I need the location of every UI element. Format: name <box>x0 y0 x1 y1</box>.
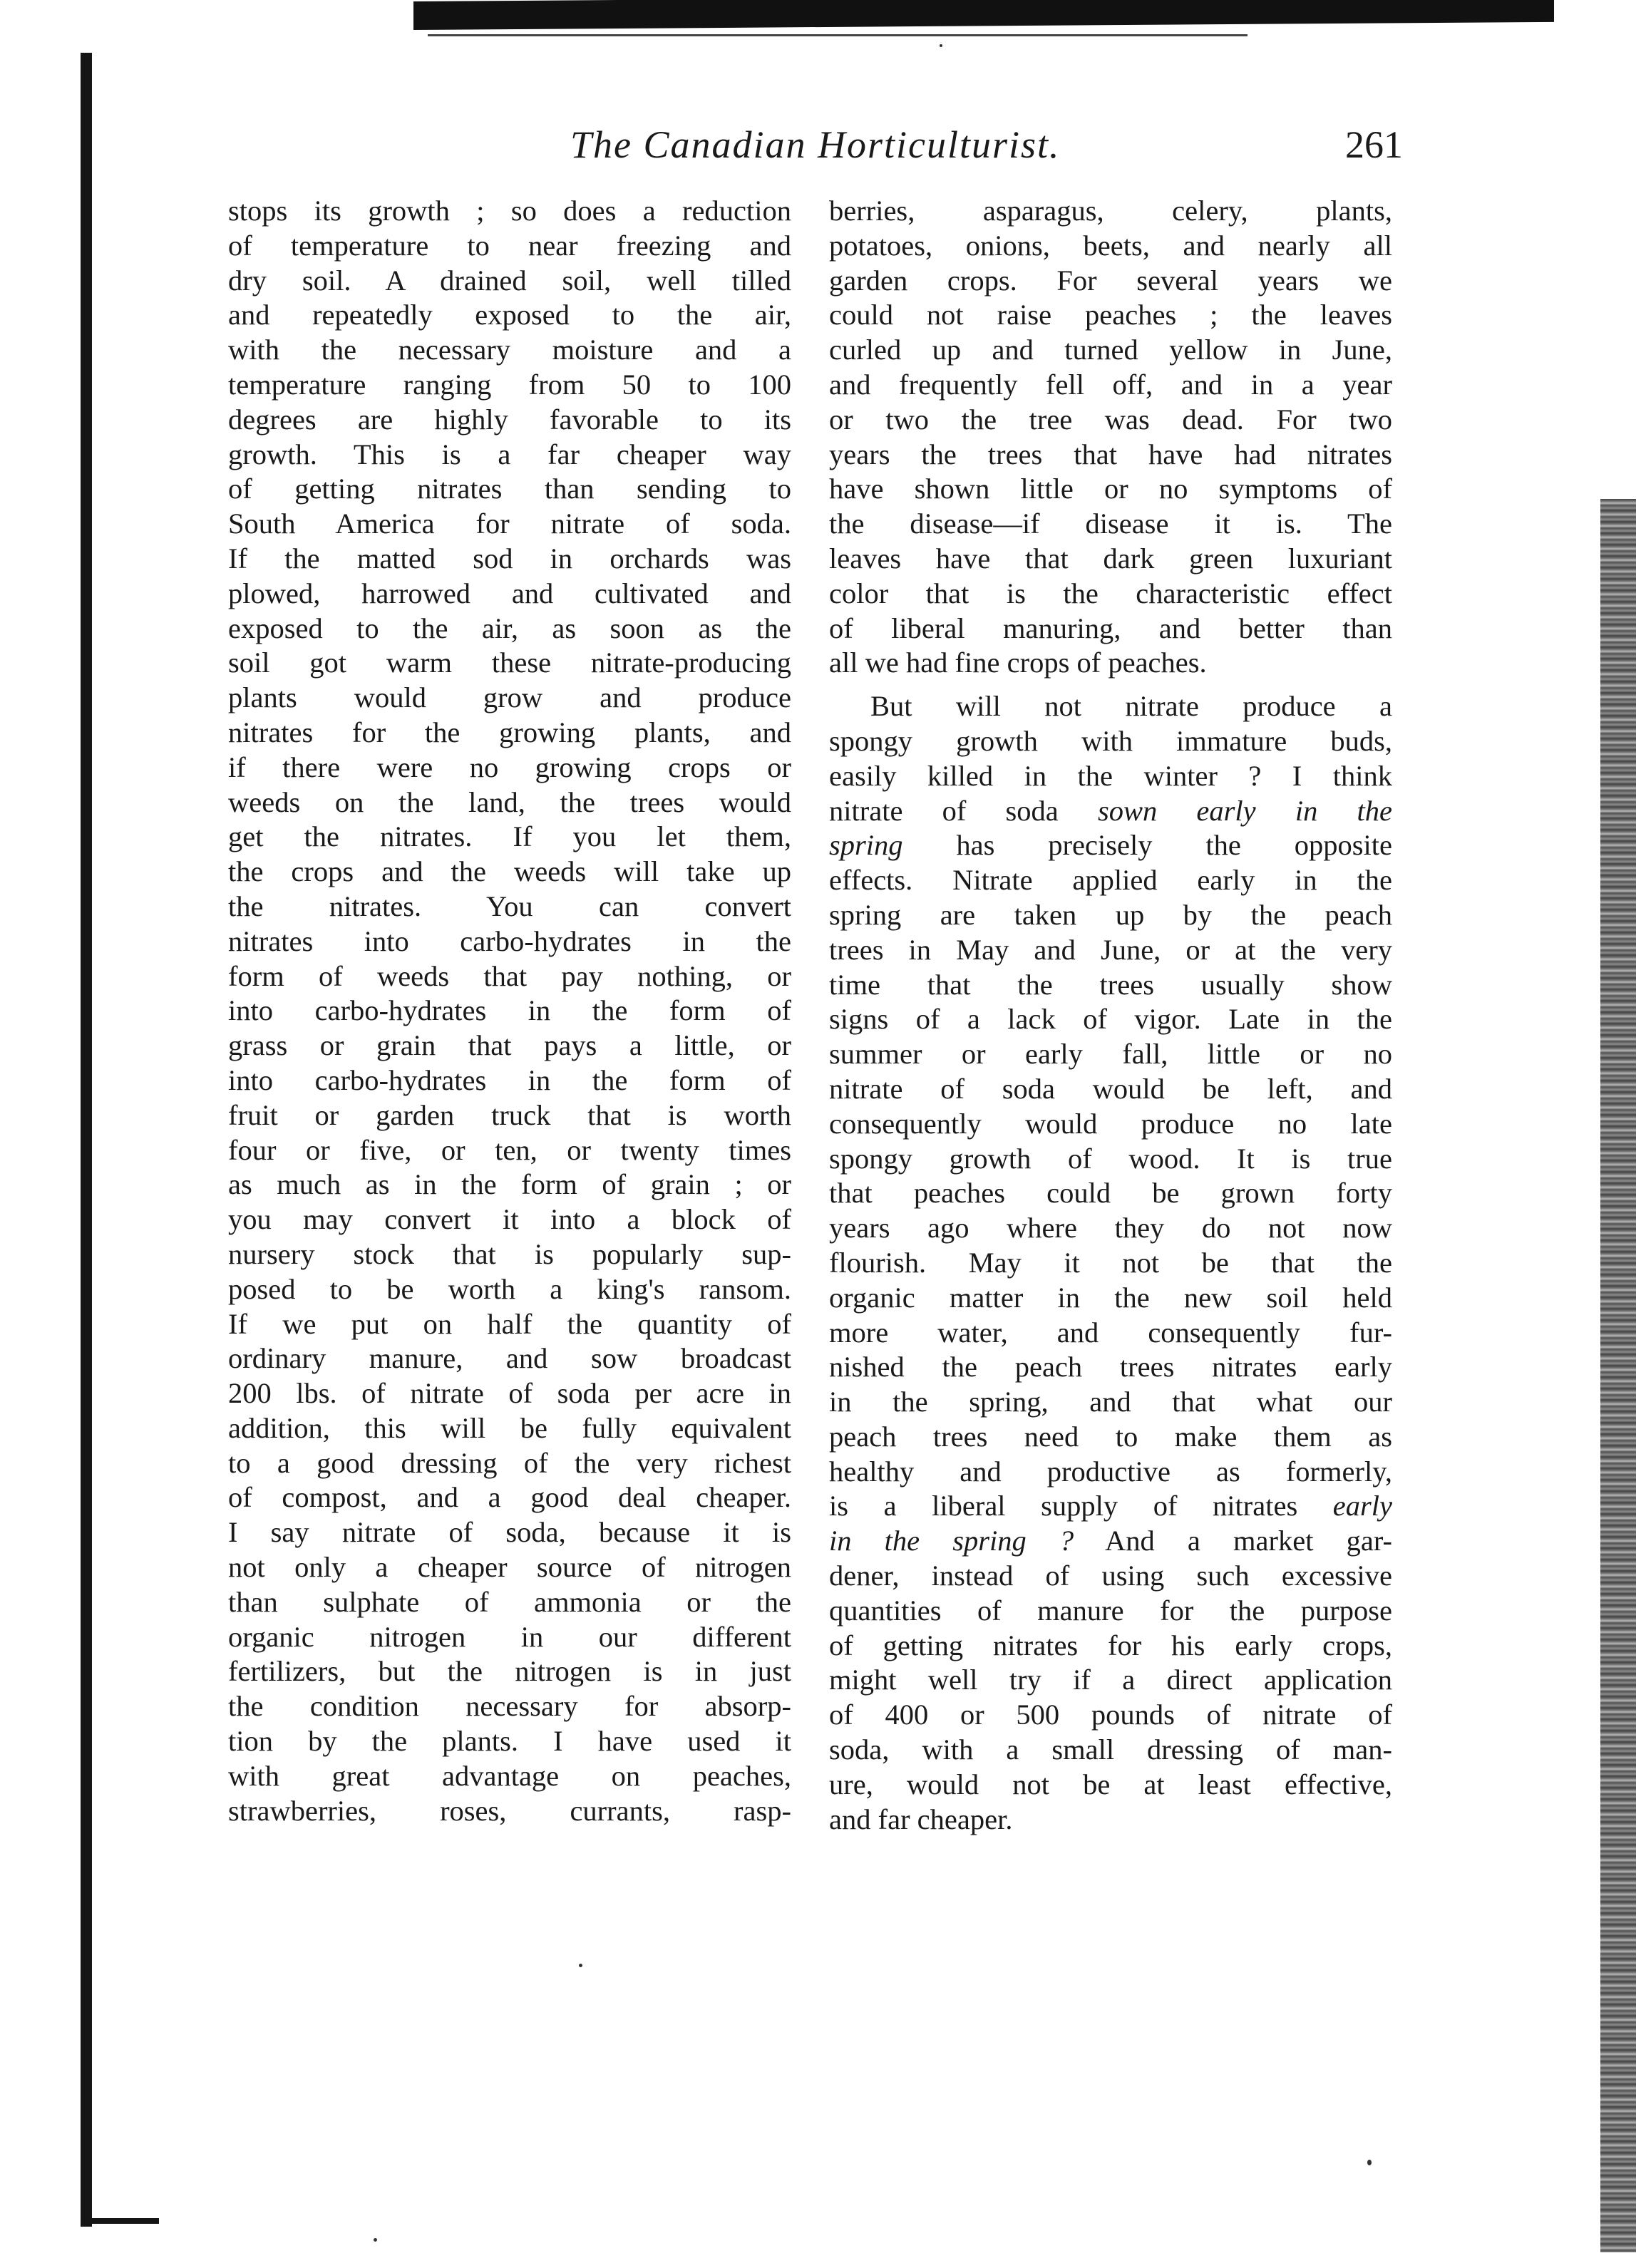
italic-text-run: in the spring ? <box>829 1525 1074 1557</box>
text-line: the nitrates. You can convert <box>228 890 791 922</box>
text-line: South America for nitrate of soda. <box>228 507 791 540</box>
text-line <box>829 828 1392 863</box>
text-line: exposed to the air, as soon as the <box>228 612 791 644</box>
text-line: I say nitrate of soda, because it is <box>228 1516 791 1549</box>
text-line: the crops and the weeds will take up <box>228 855 791 888</box>
text-run: And a market gar- <box>1074 1525 1392 1557</box>
text-line: form of weeds that pay nothing, or <box>228 959 791 992</box>
text-line: nitrate of soda would be left, and <box>829 1072 1392 1105</box>
text-line: of getting nitrates than sending to <box>228 473 791 505</box>
text-line: spring are taken up by the peach <box>829 898 1392 931</box>
scan-speck <box>940 44 942 47</box>
text-line: might well try if a direct application <box>829 1664 1392 1696</box>
text-line: But will not nitrate produce a <box>870 690 1392 723</box>
text-line: that peaches could be grown forty <box>829 1177 1392 1210</box>
text-line: posed to be worth a king's ransom. <box>228 1272 791 1305</box>
text-line: stops its growth ; so does a reduction <box>228 195 791 227</box>
text-line: nished the peach trees nitrates early <box>829 1351 1392 1383</box>
text-line: berries, asparagus, celery, plants, <box>829 195 1392 227</box>
text-line: effects. Nitrate applied early in the <box>829 864 1392 897</box>
text-line: four or five, or ten, or twenty times <box>228 1133 791 1166</box>
text-line <box>829 1524 1392 1559</box>
text-line: the disease—if disease it is. The <box>829 507 1392 540</box>
text-line: fertilizers, but the nitrogen is in just <box>228 1655 791 1688</box>
text-line: of getting nitrates for his early crops, <box>829 1629 1392 1661</box>
text-line: consequently would produce no late <box>829 1107 1392 1140</box>
text-line: ure, would not be at least effective, <box>829 1768 1392 1800</box>
text-line: of 400 or 500 pounds of nitrate of <box>829 1699 1392 1731</box>
text-line: quantities of manure for the purpose <box>829 1594 1392 1627</box>
text-line: time that the trees usually show <box>829 968 1392 1001</box>
text-line: spongy growth with immature buds, <box>829 724 1392 757</box>
running-head-title: The Canadian Horticulturist. <box>570 123 1061 166</box>
text-line: with great advantage on peaches, <box>228 1759 791 1792</box>
text-line: to a good dressing of the very richest <box>228 1446 791 1479</box>
text-line: temperature ranging from 50 to 100 <box>228 368 791 401</box>
left-text-column <box>228 194 791 1828</box>
text-line: could not raise peaches ; the leaves <box>829 299 1392 331</box>
text-line: fruit or garden truck that is worth <box>228 1098 791 1131</box>
italic-text-run: sown early in the <box>1097 794 1392 827</box>
text-line: of compost, and a good deal cheaper. <box>228 1481 791 1514</box>
text-line: years the trees that have had nitrates <box>829 438 1392 470</box>
text-line: plowed, harrowed and cultivated and <box>228 577 791 609</box>
text-line: or two the tree was dead. For two <box>829 403 1392 435</box>
text-line: nursery stock that is popularly sup- <box>228 1237 791 1270</box>
text-line: the condition necessary for absorp- <box>228 1690 791 1723</box>
page-number: 261 <box>1345 123 1403 166</box>
text-line: peach trees need to make them as <box>829 1420 1392 1453</box>
text-line: into carbo-hydrates in the form of <box>228 994 791 1027</box>
right-text-column <box>829 194 1392 1837</box>
text-line: years ago where they do not now <box>829 1212 1392 1244</box>
text-line: trees in May and June, or at the very <box>829 933 1392 966</box>
text-line: have shown little or no symptoms of <box>829 473 1392 505</box>
text-line: and frequently fell off, and in a year <box>829 368 1392 401</box>
text-line: as much as in the form of grain ; or <box>228 1168 791 1201</box>
text-line: signs of a lack of vigor. Late in the <box>829 1003 1392 1036</box>
text-line: into carbo-hydrates in the form of <box>228 1063 791 1096</box>
text-line: soda, with a small dressing of man- <box>829 1733 1392 1766</box>
text-line: and repeatedly exposed to the air, <box>228 299 791 331</box>
text-line: dener, instead of using such excessive <box>829 1560 1392 1592</box>
text-run: is a liberal supply of nitrates <box>829 1490 1333 1522</box>
text-line: than sulphate of ammonia or the <box>228 1585 791 1618</box>
text-line: flourish. May it not be that the <box>829 1246 1392 1279</box>
text-line: healthy and productive as formerly, <box>829 1455 1392 1488</box>
text-line: curled up and turned yellow in June, <box>829 334 1392 366</box>
text-line: if there were no growing crops or <box>228 751 791 783</box>
text-line: and far cheaper. <box>829 1803 1013 1835</box>
text-line: summer or early fall, little or no <box>829 1038 1392 1071</box>
italic-text-run: early <box>1332 1490 1392 1522</box>
text-line: weeds on the land, the trees would <box>228 785 791 818</box>
text-line: degrees are highly favorable to its <box>228 403 791 435</box>
text-line: growth. This is a far cheaper way <box>228 438 791 470</box>
text-line: in the spring, and that what our <box>829 1386 1392 1418</box>
text-line: organic nitrogen in our different <box>228 1620 791 1653</box>
text-line: nitrates for the growing plants, and <box>228 716 791 748</box>
text-line: grass or grain that pays a little, or <box>228 1029 791 1062</box>
text-line: easily killed in the winter ? I think <box>829 759 1392 792</box>
top-thin-rule <box>428 34 1248 36</box>
scan-speck <box>579 1964 582 1967</box>
text-line: nitrates into carbo-hydrates in the <box>228 924 791 957</box>
text-line: If the matted sod in orchards was <box>228 542 791 574</box>
text-line <box>829 1489 1392 1524</box>
text-line: garden crops. For several years we <box>829 264 1392 297</box>
text-line: get the nitrates. If you let them, <box>228 820 791 853</box>
text-line: tion by the plants. I have used it <box>228 1725 791 1758</box>
left-binding-foot <box>81 2218 159 2224</box>
left-binding-edge <box>81 53 92 2227</box>
text-line: color that is the characteristic effect <box>829 577 1392 609</box>
text-run: nitrate of soda <box>829 794 1098 827</box>
text-line <box>829 794 1392 829</box>
text-line: you may convert it into a block of <box>228 1203 791 1236</box>
paragraph-gap <box>829 681 1392 689</box>
scan-speck <box>1367 2160 1372 2165</box>
text-line: If we put on half the quantity of <box>228 1307 791 1340</box>
text-line: plants would grow and produce <box>228 681 791 714</box>
text-line: spongy growth of wood. It is true <box>829 1142 1392 1175</box>
text-line: of liberal manuring, and better than <box>829 612 1392 644</box>
italic-text-run: spring <box>829 829 903 862</box>
text-line: of temperature to near freezing and <box>228 229 791 262</box>
text-line: all we had fine crops of peaches. <box>829 646 1207 679</box>
text-line: with the necessary moisture and a <box>228 334 791 366</box>
top-border-rule <box>413 0 1554 30</box>
text-line: potatoes, onions, beets, and nearly all <box>829 229 1392 262</box>
text-line: soil got warm these nitrate-producing <box>228 646 791 679</box>
scan-speck <box>374 2238 377 2242</box>
text-line: dry soil. A drained soil, well tilled <box>228 264 791 297</box>
text-run: has precisely the opposite <box>902 829 1392 862</box>
text-line: ordinary manure, and sow broadcast <box>228 1342 791 1375</box>
text-line: organic matter in the new soil held <box>829 1281 1392 1314</box>
text-line: 200 lbs. of nitrate of soda per acre in <box>228 1377 791 1410</box>
text-line: more water, and consequently fur- <box>829 1316 1392 1349</box>
text-line: not only a cheaper source of nitrogen <box>228 1551 791 1584</box>
text-line: leaves have that dark green luxuriant <box>829 542 1392 574</box>
text-line: addition, this will be fully equivalent <box>228 1411 791 1444</box>
right-page-edge <box>1600 499 1636 2252</box>
text-line: strawberries, roses, currants, rasp- <box>228 1794 791 1827</box>
